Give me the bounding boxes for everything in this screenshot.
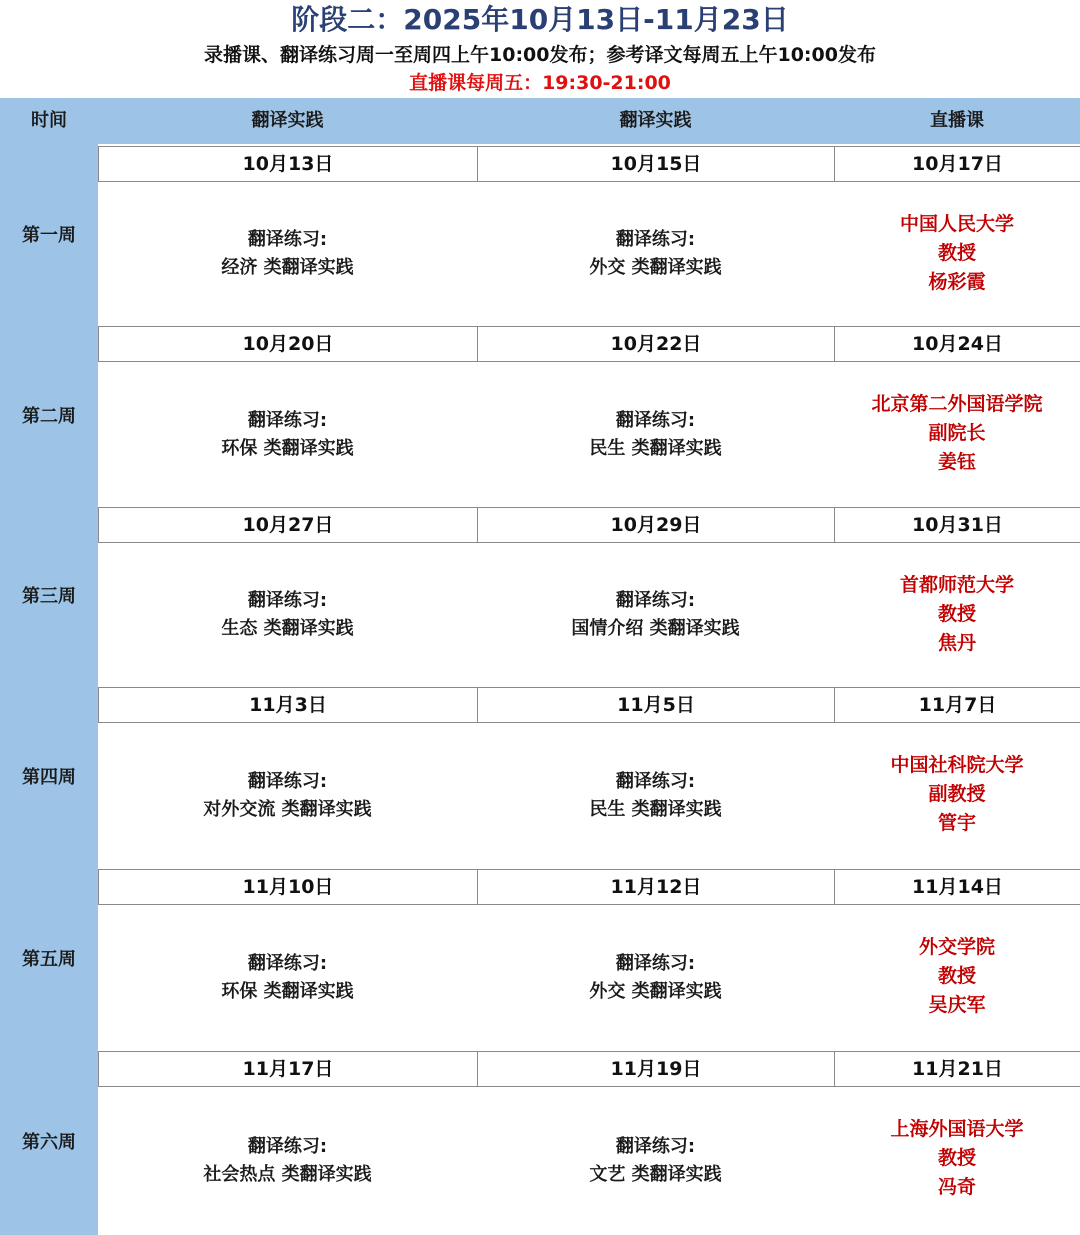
practice-cell	[98, 723, 477, 869]
lecturer-name: 杨彩霞	[928, 271, 986, 293]
date-cell: 11月7日	[834, 688, 1080, 722]
date-cell: 11月5日	[477, 688, 834, 722]
practice-topic: 对外交流 类翻译实践	[203, 799, 372, 820]
date-cell: 10月13日	[98, 147, 477, 181]
practice-label: 翻译练习:	[615, 229, 696, 250]
date-cell: 10月24日	[834, 327, 1080, 361]
practice-cell	[477, 182, 834, 326]
lecturer-name: 焦丹	[937, 632, 976, 654]
week-label: 第一周	[22, 225, 76, 246]
practice-cell	[477, 543, 834, 687]
live-class-cell	[834, 723, 1080, 869]
live-class-cell	[834, 905, 1080, 1051]
date-row	[98, 507, 1080, 543]
practice-topic: 外交 类翻译实践	[589, 257, 722, 278]
week-block	[98, 326, 1080, 507]
header-practice-1: 翻译实践	[251, 110, 324, 131]
practice-cell	[477, 362, 834, 507]
lecturer-school: 首都师范大学	[899, 574, 1014, 596]
date-cell: 11月12日	[477, 870, 834, 904]
practice-topic: 社会热点 类翻译实践	[203, 1164, 372, 1185]
content-row	[98, 543, 1080, 687]
lecturer-school: 上海外国语大学	[890, 1118, 1024, 1140]
date-cell: 10月17日	[834, 147, 1080, 181]
week-label-column	[0, 144, 98, 1235]
practice-cell	[98, 182, 477, 326]
release-schedule-note: 录播课、翻译练习周一至周四上午10:00发布；参考译文每周五上午10:00发布	[204, 44, 876, 66]
lecturer-school: 外交学院	[918, 936, 995, 958]
practice-cell	[98, 362, 477, 507]
practice-topic: 民生 类翻译实践	[589, 437, 722, 459]
week-label: 第二周	[22, 405, 76, 427]
date-cell: 11月19日	[477, 1052, 834, 1086]
date-cell: 10月31日	[834, 508, 1080, 542]
date-row	[98, 146, 1080, 182]
date-cell: 11月3日	[98, 688, 477, 722]
date-cell: 10月27日	[98, 508, 477, 542]
practice-topic: 环保 类翻译实践	[221, 981, 354, 1002]
date-cell: 11月14日	[834, 870, 1080, 904]
practice-label: 翻译练习:	[615, 1136, 696, 1157]
content-row	[98, 905, 1080, 1051]
lecturer-title: 教授	[937, 242, 976, 264]
lecturer-title: 教授	[937, 1147, 976, 1169]
week-label: 第三周	[22, 586, 76, 607]
live-class-time: 直播课每周五：19:30-21:00	[409, 72, 671, 94]
date-cell: 11月10日	[98, 870, 477, 904]
header-time: 时间	[31, 110, 67, 131]
lecturer-name: 姜钰	[937, 451, 976, 473]
date-row	[98, 869, 1080, 905]
header-practice-2: 翻译实践	[619, 110, 692, 131]
practice-cell	[98, 1087, 477, 1235]
practice-topic: 经济 类翻译实践	[221, 257, 354, 278]
week-block	[98, 869, 1080, 1051]
practice-cell	[98, 905, 477, 1051]
practice-cell	[98, 543, 477, 687]
date-cell: 10月22日	[477, 327, 834, 361]
content-row	[98, 362, 1080, 507]
week-block	[98, 687, 1080, 869]
date-row	[98, 1051, 1080, 1087]
schedule-table	[0, 98, 1080, 1235]
practice-topic: 文艺 类翻译实践	[589, 1164, 722, 1185]
live-class-cell	[834, 543, 1080, 687]
date-row	[98, 326, 1080, 362]
content-row	[98, 182, 1080, 326]
lecturer-school: 北京第二外国语学院	[871, 393, 1043, 415]
lecturer-school: 中国人民大学	[899, 213, 1014, 235]
week-block	[98, 1051, 1080, 1235]
lecturer-title: 教授	[937, 965, 976, 987]
practice-label: 翻译练习:	[615, 409, 696, 431]
date-row	[98, 687, 1080, 723]
live-class-cell	[834, 1087, 1080, 1235]
practice-label: 翻译练习:	[615, 953, 696, 974]
lecturer-name: 冯奇	[937, 1176, 976, 1198]
practice-topic: 外交 类翻译实践	[589, 981, 722, 1002]
practice-topic: 国情介绍 类翻译实践	[571, 618, 740, 639]
date-cell: 10月15日	[477, 147, 834, 181]
practice-cell	[477, 905, 834, 1051]
practice-label: 翻译练习:	[615, 771, 696, 792]
date-cell: 11月17日	[98, 1052, 477, 1086]
practice-label: 翻译练习:	[247, 409, 328, 431]
practice-label: 翻译练习:	[247, 771, 328, 792]
practice-topic: 环保 类翻译实践	[221, 437, 354, 459]
content-row	[98, 723, 1080, 869]
practice-label: 翻译练习:	[247, 590, 328, 611]
lecturer-title: 教授	[937, 603, 976, 625]
practice-cell	[477, 723, 834, 869]
practice-label: 翻译练习:	[247, 229, 328, 250]
lecturer-title: 副院长	[928, 422, 986, 444]
page-title: 阶段二：2025年10月13日-11月23日	[291, 3, 789, 36]
table-header-row	[0, 98, 1080, 144]
lecturer-title: 副教授	[928, 783, 986, 805]
practice-topic: 生态 类翻译实践	[221, 618, 354, 639]
lecturer-school: 中国社科院大学	[890, 754, 1024, 776]
content-row	[98, 1087, 1080, 1235]
week-block	[98, 146, 1080, 326]
date-cell: 10月29日	[477, 508, 834, 542]
date-cell: 10月20日	[98, 327, 477, 361]
week-label: 第六周	[22, 1132, 76, 1153]
lecturer-name: 吴庆军	[928, 994, 986, 1016]
week-label: 第五周	[22, 949, 76, 970]
header-live-class: 直播课	[930, 110, 984, 131]
practice-topic: 民生 类翻译实践	[589, 799, 722, 820]
practice-cell	[477, 1087, 834, 1235]
practice-label: 翻译练习:	[615, 590, 696, 611]
live-class-cell	[834, 182, 1080, 326]
week-label: 第四周	[22, 767, 76, 788]
week-block	[98, 507, 1080, 687]
practice-label: 翻译练习:	[247, 953, 328, 974]
practice-label: 翻译练习:	[247, 1136, 328, 1157]
live-class-cell	[834, 362, 1080, 507]
lecturer-name: 管宇	[937, 812, 976, 834]
date-cell: 11月21日	[834, 1052, 1080, 1086]
